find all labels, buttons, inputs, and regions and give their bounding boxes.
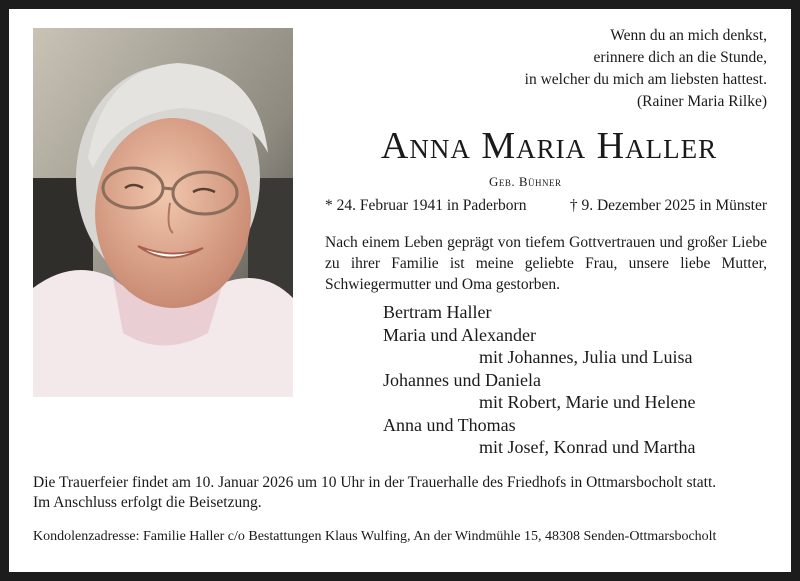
family-line-children: mit Johannes, Julia und Luisa [479, 347, 693, 367]
family-line-children: mit Josef, Konrad und Martha [479, 437, 696, 457]
family-line: Anna und Thomas [383, 414, 516, 435]
poem-line: erinnere dich an die Stunde, [593, 49, 767, 66]
poem-author: (Rainer Maria Rilke) [637, 93, 767, 110]
poem-line: Wenn du an mich denkst, [610, 27, 767, 44]
birth-name: Geb. Bühner [489, 174, 562, 189]
birth-date: * 24. Februar 1941 in Paderborn [325, 197, 527, 214]
portrait-illustration [33, 28, 293, 397]
ceremony-line: Die Trauerfeier findet am 10. Januar 2026 um 10 Uhr in der Trauerhalle des Friedhofs in Ottmarsbocholt statt. [33, 474, 717, 491]
burial-line: Im Anschluss erfolgt die Beisetzung. [33, 494, 262, 511]
family-line: Bertram Haller [383, 302, 492, 322]
family-line-children: mit Robert, Marie und Helene [479, 392, 696, 412]
family-list [383, 301, 767, 459]
intro-text: Nach einem Leben geprägt von tiefem Gottvertrauen und großer Liebe zu ihrer Familie ist meine geliebte Frau, unsere liebe Mutter, Schwiegermutter und Oma gestorben. [325, 234, 767, 293]
ceremony-info [33, 473, 769, 513]
family-line: Johannes und Daniela [383, 369, 541, 390]
death-date: † 9. Dezember 2025 in Münster [569, 197, 767, 214]
life-dates [325, 197, 767, 215]
condolence-address: Kondolenzadresse: Familie Haller c/o Bestattungen Klaus Wulfing, An der Windmühle 15, 48308 Senden-Ottmarsbocholt [33, 529, 717, 544]
poem-line: in welcher du mich am liebsten hattest. [524, 71, 767, 88]
portrait-photo [33, 28, 293, 397]
poem-quote [525, 25, 767, 113]
family-line: Maria und Alexander [383, 324, 536, 345]
deceased-name: Anna Maria Haller [380, 125, 718, 167]
